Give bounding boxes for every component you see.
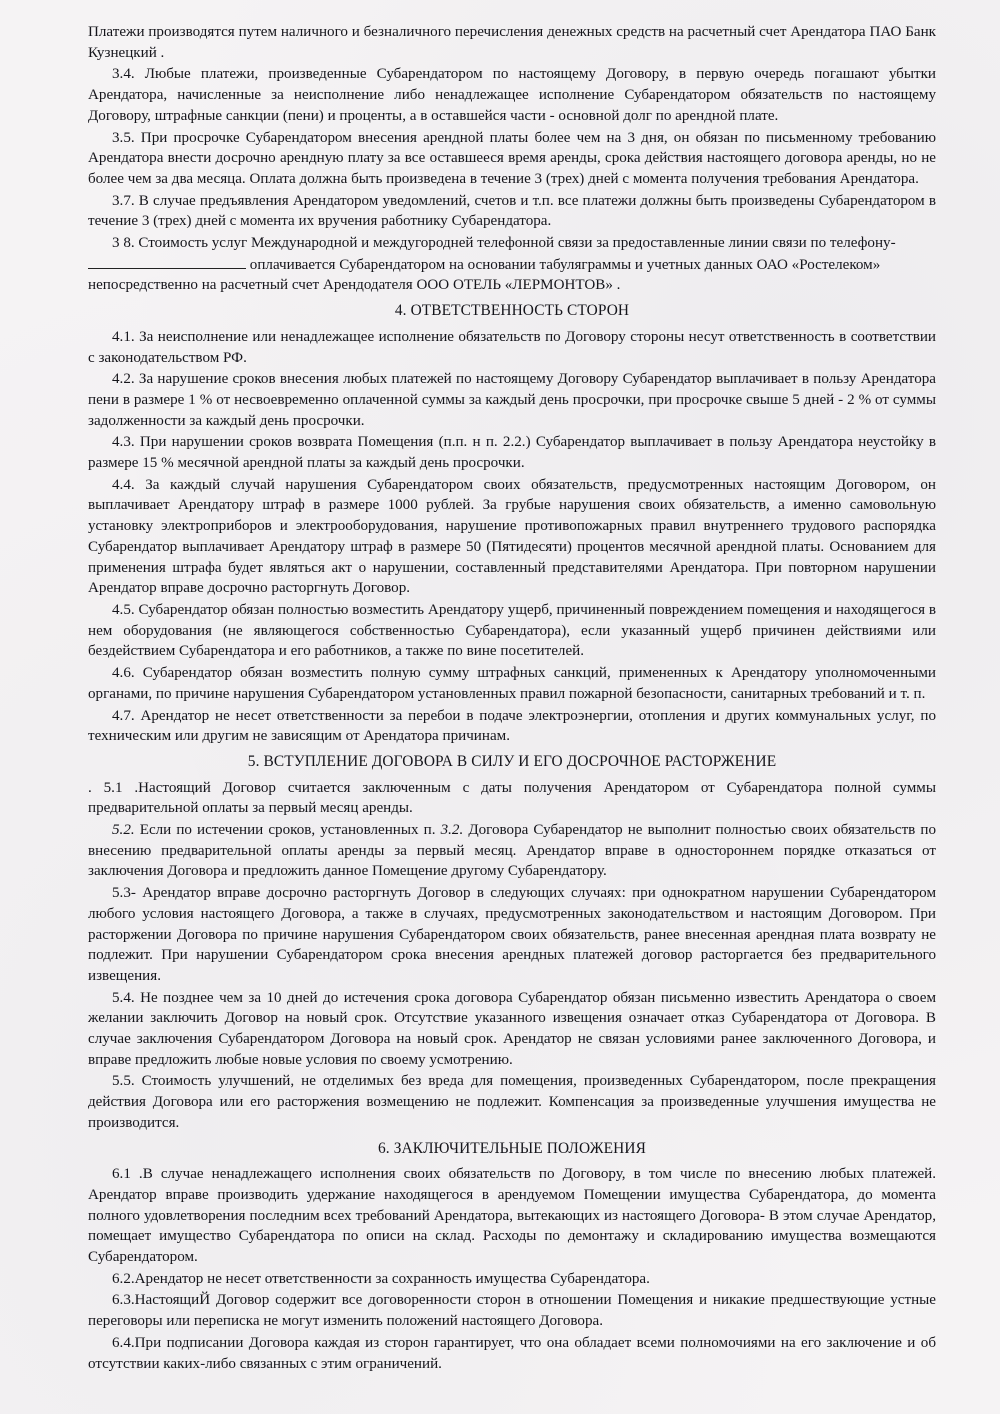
clause-4-5: 4.5. Субарендатор обязан полностью возместить Арендатору ущерб, причиненный повреждением помещения и находящегося в нем оборудования (не являющегося собственностью Субарендатора), если указанный ущерб причинен действиями или бездействием Субарендатора и его работников, а также по вине посетителей. — [88, 601, 936, 660]
clause-5-4: 5.4. Не позднее чем за 10 дней до истечения срока договора Субарендатор обязан письменно известить Арендатора о своем желании заключить Договор на новый срок. Отсутствие указанного извещения означает отказ Субарендатора от Договора. В случае заключения Субарендатором Договора на новый срок. Арендатор не связан условиями ранее заключенного Договора, и вправе предложить любые новые условия по своему усмотрению. — [88, 989, 936, 1068]
clause-3-5: 3.5. При просрочке Субарендатором внесения арендной платы более чем на 3 дня, он обязан по письменному требованию Арендатора внести досрочно арендную плату за все оставшееся время аренды, срока действия настоящего договора аренды, но не более чем за два месяца. Оплата должна быть произведена в течение 3 (трех) дней с момента получения требования Арендатора. — [88, 129, 936, 187]
phone-number-blank — [88, 254, 246, 269]
clause-3-7: 3.7. В случае предъявления Арендатором уведомлений, счетов и т.п. все платежи должны быть произведены Субарендатором в течение 3 (трех) дней с момента их вручения работнику Субарендатора. — [88, 192, 936, 230]
clause-3-8-text-b: оплачивается Субарендатором на основании табуляграммы и учетных данных ОАО «Ростелеком» непосредственно на расчетный счет Арендодателя ООО ОТЕЛЬ «ЛЕРМОНТОВ» . — [88, 256, 881, 294]
clause-3-8-text-a: 3 8. Стоимость услуг Международной и междугородней телефонной связи за предоставленные линии связи по телефону- — [112, 235, 896, 252]
payment-method-paragraph: Платежи производятся путем наличного и безналичного перечисления денежных средств на расчетный счет Арендатора ПАО Банк Кузнецкий . — [88, 24, 936, 61]
clause-3-4: 3.4. Любые платежи, произведенные Субарендатором по настоящему Договору, в первую очередь погашают убытки Арендатора, начисленные за неисполнение либо ненадлежащее исполнение Субарендатором обязательств по настоящему Договору, штрафные санкции (пени) и проценты, а в оставшейся части - основной долг по арендной плате. — [88, 66, 936, 124]
clause-4-4: 4.4. За каждый случай нарушения Субарендатором своих обязательств, предусмотренных настоящим Договором, он выплачивает Арендатору штраф в размере 1000 рублей. За грубые нарушения своих обязательств, а именно самовольную установку электроприборов и электрооборудования, нарушение противопожарных правил внутреннего трудового распорядка Субарендатор выплачивает Арендатору штраф в размере 50 (Пятидесяти) процентов месячной арендной платы. Основанием для применения штрафа будет являться акт о нарушении, составленный представителями Арендатора. При повторном нарушении Арендатор вправе досрочно расторгнуть Договор. — [88, 476, 936, 597]
clause-4-3: 4.3. При нарушении сроков возврата Помещения (п.п. н п. 2.2.) Субарендатор выплачивает в пользу Арендатора неустойку в размере 15 % месячной арендной платы за каждый день просрочки. — [88, 434, 936, 472]
clause-4-6: 4.6. Субарендатор обязан возместить полную сумму штрафных санкций, примененных к Арендатору уполномоченными органами, по причине нарушения Субарендатором установленных правил пожарной безопасности, санитарных требований и т. п. — [88, 665, 936, 702]
clause-6-2: 6.2.Арендатор не несет ответственности за сохранность имущества Субарендатора. — [112, 1270, 650, 1287]
clause-5-2-text-a: Если по истечении сроков, установленных п. — [134, 822, 441, 839]
clause-5-2-text-b: Договора Субарендатор не выполнит полностью своих обязательств по внесению предварительной оплаты аренды за первый месяц. Арендатор вправе в одностороннем порядке отказаться от заключения Договора и предложить данное Помещение другому Субарендатору. — [88, 822, 937, 880]
section-4-heading: 4. ОТВЕТСТВЕННОСТЬ СТОРОН — [394, 302, 630, 320]
clause-5-2 — [88, 820, 936, 882]
clause-4-1: 4.1. За неисполнение или ненадлежащее исполнение обязательств по Договору стороны несут ответственность в соответствии с законодательством РФ. — [88, 328, 936, 366]
clause-6-3: 6.3.НастоящиЙ Договор содержит все договоренности сторон в отношении Помещения и никакие предшествующие устные переговоры или переписка не могут изменить положений настоящего Договора. — [88, 1292, 936, 1330]
clause-5-2-number: 5.2. — [112, 822, 135, 839]
clause-6-4: 6.4.При подписании Договора каждая из сторон гарантирует, что она обладает всеми полномочиями на его заключение и об отсутствии каких-либо связанных с этим ограничений. — [88, 1334, 936, 1372]
clause-3-8 — [88, 233, 936, 296]
section-6-heading: 6. ЗАКЛЮЧИТЕЛЬНЫЕ ПОЛОЖЕНИЯ — [378, 1139, 646, 1157]
clause-6-1: 6.1 .В случае ненадлежащего исполнения своих обязательств по Договору, в том числе по внесению любых платежей. Арендатор вправе производить удержание находящегося в арендуемом Помещении имущества Субарендатора, до момента полного удовлетворения последним всех требований Арендатора, вытекающих из настоящего Договора- В этом случае Арендатор, помещает имущество Субарендатора по описи на склад. Расходы по демонтажу и складированию имущества возмещаются Субарендатором. — [88, 1166, 936, 1266]
document-body — [88, 22, 936, 1375]
section-5-heading: 5. ВСТУПЛЕНИЕ ДОГОВОРА В СИЛУ И ЕГО ДОСРОЧНОЕ РАСТОРЖЕНИЕ — [247, 752, 777, 770]
clause-5-3: 5.3- Арендатор вправе досрочно расторгнуть Договор в следующих случаях: при однократном нарушении Субарендатором любого условия настоящего Договора, а также в случаях, предусмотренных законодательством и настоящим Договором. При расторжении Договора по причине нарушения Субарендатором своих обязательств, ранее внесенная арендная плата возврату не подлежит. При нарушении Субарендатором срока внесения арендных платежей договор расторгается без предварительного извещения. — [88, 885, 936, 984]
clause-4-7: 4.7. Арендатор не несет ответственности за перебои в подаче электроэнергии, отопления и других коммунальных услуг, по техническим или другим не зависящим от Арендатора причинам. — [88, 707, 936, 745]
clause-4-2: 4.2. За нарушение сроков внесения любых платежей по настоящему Договору Субарендатор выплачивает в пользу Арендатора пени в размере 1 % от несвоевременно оплаченной суммы за каждый день просрочки, при просрочке свыше 5 дней - 2 % от суммы задолженности за каждый день просрочки. — [88, 371, 936, 429]
clause-5-5: 5.5. Стоимость улучшений, не отделимых без вреда для помещения, произведенных Субарендатором, после прекращения действия Договора или его расторжения возмещению не подлежит. Компенсация за произведенные улучшения имущества не производится. — [88, 1073, 936, 1131]
clause-5-1: . 5.1 .Настоящий Договор считается заключенным с даты получения Арендатором от Субарендатора полной суммы предварительной оплаты за первый месяц аренды. — [88, 779, 936, 817]
clause-5-2-reference: 3.2. — [440, 822, 464, 839]
